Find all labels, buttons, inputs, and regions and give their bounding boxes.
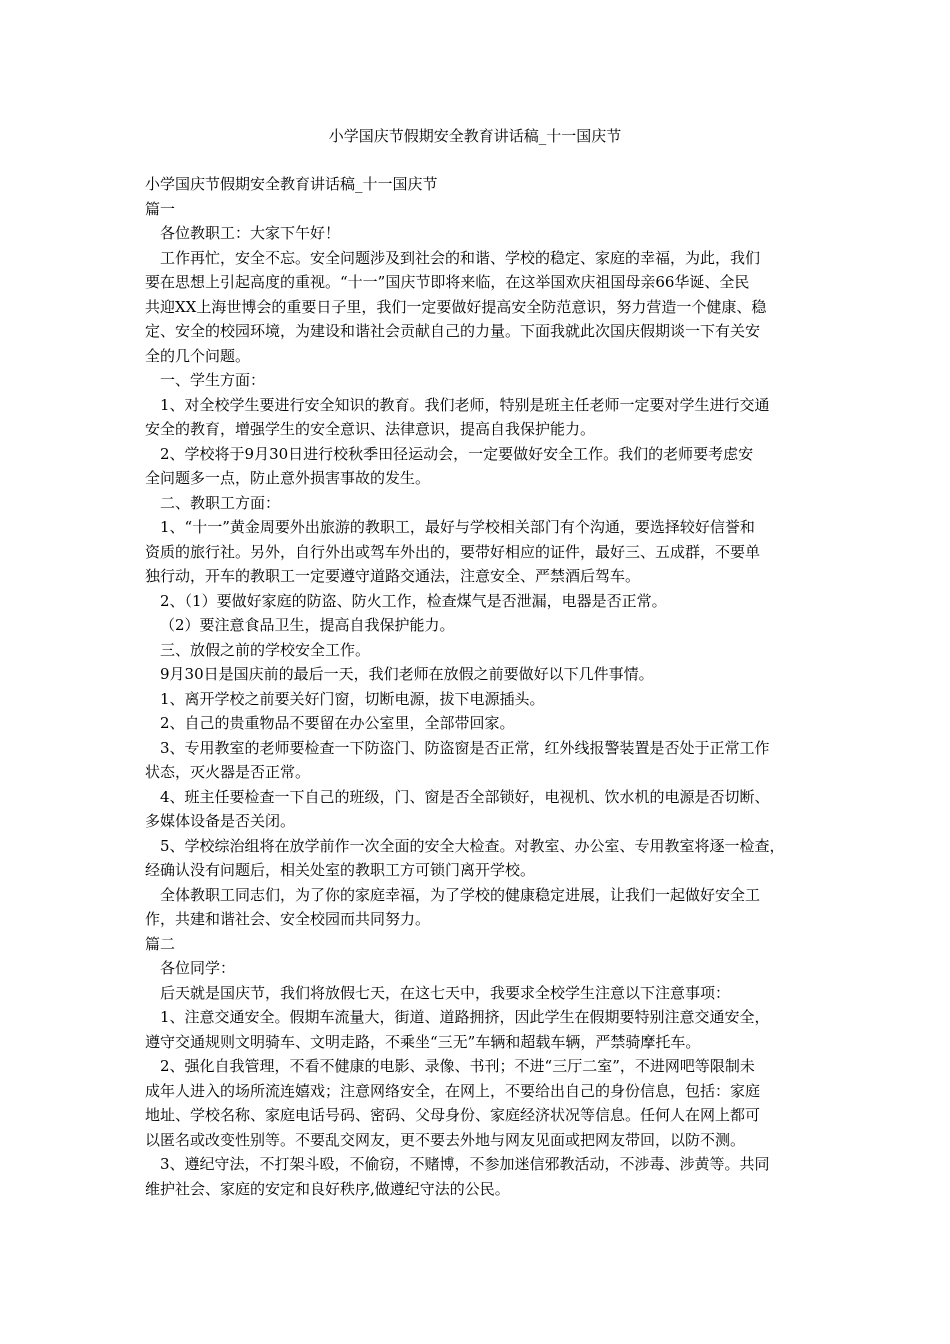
text-line: 1、注意交通安全。假期车流量大，街道、道路拥挤，因此学生在假期要特别注意交通安全， (160, 1008, 770, 1026)
text-line: 1、“十一”黄金周要外出旅游的教职工，最好与学校相关部门有个沟通，要选择较好信誉和 (160, 518, 755, 536)
text-line: 3、专用教室的老师要检查一下防盗门、防盗窗是否正常，红外线报警装置是否处于正常工作 (160, 738, 770, 757)
text-line: 2、自己的贵重物品不要留在办公室里，全部带回家。 (160, 714, 515, 732)
text-line: 多媒体设备是否关闭。 (145, 812, 296, 830)
text-line: 资质的旅行社。另外，自行外出或驾车外出的，要带好相应的证件，最好三、五成群，不要单 (145, 542, 761, 561)
text-line: 5、学校综治组将在放学前作一次全面的安全大检查。对教室、办公室、专用教室将逐一检查， (160, 836, 785, 855)
text-line: 2、强化自我管理，不看不健康的电影、录像、书刊；不进“三厅二室”，不进网吧等限制未 (160, 1057, 755, 1075)
text-line: 篇二 (145, 934, 176, 953)
text-line: 地址、学校名称、家庭电话号码、密码、父母身份、家庭经济状况等信息。任何人在网上都可 (145, 1106, 761, 1124)
text-line: 要在思想上引起高度的重视。“十一”国庆节即将来临，在这举国欢庆祖国母亲66华诞、全民 (145, 273, 750, 291)
text-line: 定、安全的校园环境，为建设和谐社会贡献自己的力量。下面我就此次国庆假期谈一下有关安 (145, 322, 761, 340)
text-line: 9月30日是国庆前的最后一天，我们老师在放假之前要做好以下几件事情。 (160, 665, 654, 683)
text-line: 共迎XX上海世博会的重要日子里，我们一定要做好提高安全防范意识，努力营造一个健康、稳 (145, 297, 767, 316)
text-line: （2）要注意食品卫生，提高自我保护能力。 (160, 616, 455, 634)
text-line: 篇一 (145, 199, 176, 218)
text-line: 全问题多一点，防止意外损害事故的发生。 (145, 469, 431, 487)
text-line: 各位教职工：大家下午好！ (160, 224, 341, 242)
text-line: 以匿名或改变性别等。不要乱交网友，更不要去外地与网友见面或把网友带回，以防不测。 (145, 1130, 746, 1149)
text-line: 成年人进入的场所流连嬉戏；注意网络安全，在网上，不要给出自己的身份信息，包括：家庭 (145, 1081, 761, 1100)
text-line: 小学国庆节假期安全教育讲话稿_十一国庆节 (145, 175, 438, 193)
text-line: 维护社会、家庭的安定和良好秩序,做遵纪守法的公民。 (145, 1179, 510, 1198)
text-line: 状态，灭火器是否正常。 (145, 763, 311, 781)
text-line: 3、遵纪守法，不打架斗殴，不偷窃，不赌博，不参加迷信邪教活动，不涉毒、涉黄等。共同 (160, 1155, 770, 1173)
text-line: 4、班主任要检查一下自己的班级，门、窗是否全部锁好，电视机、饮水机的电源是否切断、 (160, 787, 770, 806)
text-line: 2、学校将于9月30日进行校秋季田径运动会，一定要做好安全工作。我们的老师要考虑安 (160, 444, 754, 463)
text-line: 经确认没有问题后，相关处室的教职工方可锁门离开学校。 (145, 861, 536, 879)
text-line: 独行动，开车的教职工一定要遵守道路交通法，注意安全、严禁酒后驾车。 (145, 567, 641, 585)
text-line: 三、放假之前的学校安全工作。 (160, 640, 371, 659)
text-line: 安全的教育，增强学生的安全意识、法律意识，提高自我保护能力。 (145, 420, 596, 438)
text-line: 工作再忙，安全不忘。安全问题涉及到社会的和谐、学校的稳定、家庭的幸福，为此，我们 (160, 248, 761, 267)
text-line: 后天就是国庆节，我们将放假七天，在这七天中，我要求全校学生注意以下注意事项： (160, 983, 731, 1002)
text-line: 二、教职工方面： (160, 493, 281, 512)
document-title: 小学国庆节假期安全教育讲话稿_十一国庆节 (328, 127, 622, 145)
text-line: 一、学生方面： (160, 371, 266, 389)
text-line: 全的几个问题。 (145, 346, 251, 365)
text-line: 作，共建和谐社会、安全校园而共同努力。 (145, 910, 431, 928)
text-line: 全体教职工同志们，为了你的家庭幸福，为了学校的健康稳定进展，让我们一起做好安全工 (160, 885, 761, 904)
document-body (145, 172, 817, 1201)
text-line: 2、（1）要做好家庭的防盗、防火工作，检查煤气是否泄漏，电器是否正常。 (160, 591, 667, 610)
text-line: 遵守交通规则文明骑车、文明走路，不乘坐“三无”车辆和超载车辆，严禁骑摩托车。 (145, 1032, 701, 1051)
text-line: 各位同学： (160, 959, 236, 977)
text-line: 1、对全校学生要进行安全知识的教育。我们老师，特别是班主任老师一定要对学生进行交通 (160, 395, 770, 414)
text-line: 1、离开学校之前要关好门窗，切断电源，拔下电源插头。 (160, 689, 545, 708)
